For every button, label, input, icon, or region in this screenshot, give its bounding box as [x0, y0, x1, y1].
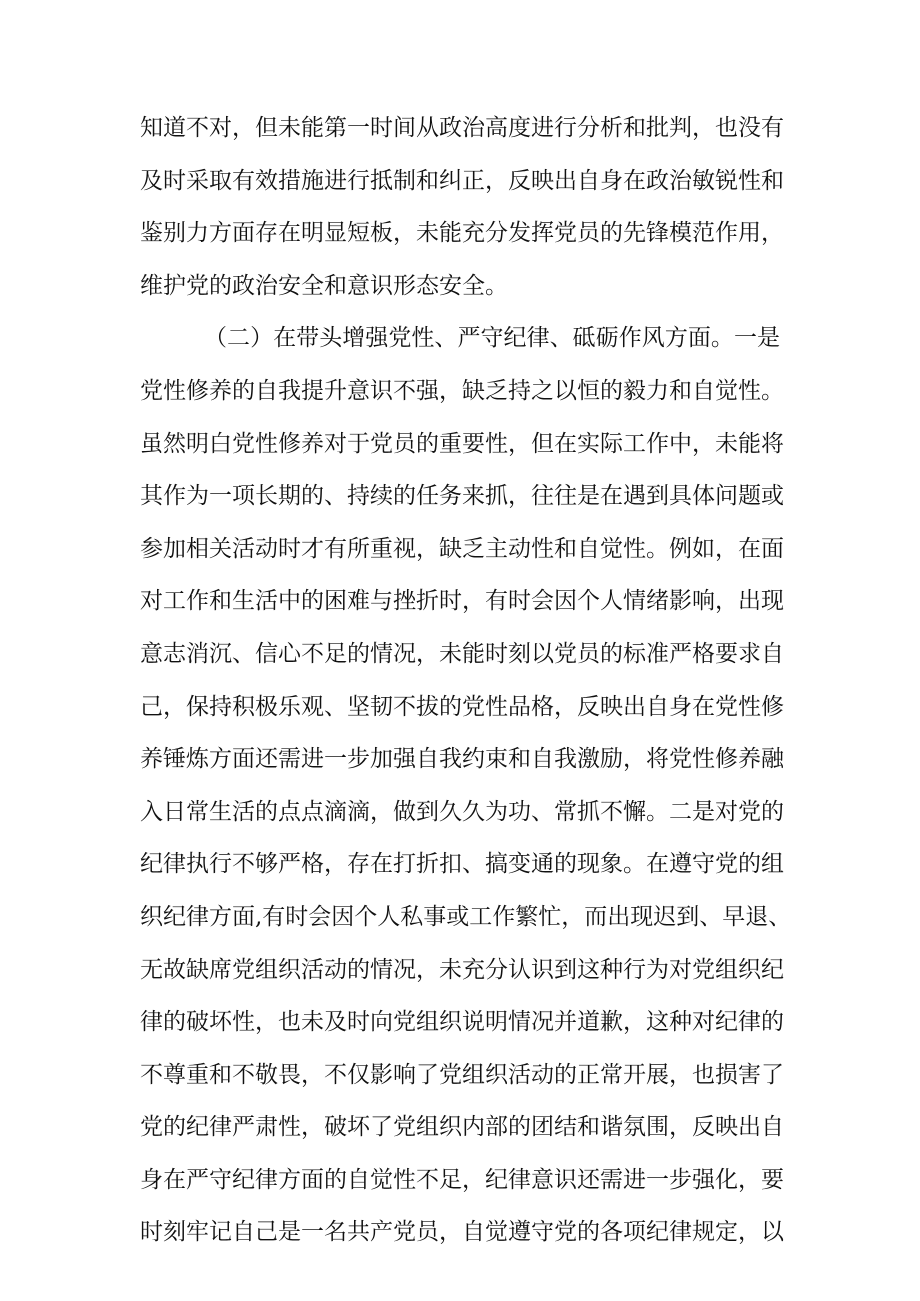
text-line: 意志消沉、信心不足的情况，未能时刻以党员的标准严格要求自 [140, 640, 784, 667]
text-line: 鉴别力方面存在明显短板，未能充分发挥党员的先锋模范作用， [140, 220, 784, 247]
text-line: 党性修养的自我提升意识不强，缺乏持之以恒的毅力和自觉性。 [140, 377, 784, 404]
text-line: 己，保持积极乐观、坚韧不拔的党性品格，反映出自身在党性修 [140, 693, 784, 720]
text-line: 党的纪律严肃性，破坏了党组织内部的团结和谐氛围，反映出自 [140, 1114, 784, 1141]
text-line: 参加相关活动时才有所重视，缺乏主动性和自觉性。例如，在面 [140, 535, 784, 562]
body-text [140, 102, 792, 1259]
text-line: 织纪律方面,有时会因个人私事或工作繁忙，而出现迟到、早退、 [140, 903, 792, 930]
text-line: 无故缺席党组织活动的情况，未充分认识到这种行为对党组织纪 [140, 956, 784, 983]
section-heading-line: （二）在带头增强党性、严守纪律、砥砺作风方面。一是 [204, 325, 780, 352]
text-line: 不尊重和不敬畏，不仅影响了党组织活动的正常开展，也损害了 [140, 1061, 784, 1088]
text-line: 时刻牢记自己是一名共产党员，自觉遵守党的各项纪律规定，以 [140, 1219, 784, 1246]
text-line: 对工作和生活中的困难与挫折时，有时会因个人情绪影响，出现 [140, 588, 784, 615]
text-line: 纪律执行不够严格，存在打折扣、搞变通的现象。在遵守党的组 [140, 851, 784, 878]
text-line: 及时采取有效措施进行抵制和纠正，反映出自身在政治敏锐性和 [140, 167, 784, 194]
text-line: 养锤炼方面还需进一步加强自我约束和自我激励，将党性修养融 [140, 746, 784, 773]
text-line: 身在严守纪律方面的自觉性不足，纪律意识还需进一步强化，要 [140, 1166, 784, 1193]
text-line: 入日常生活的点点滴滴，做到久久为功、常抓不懈。二是对党的 [140, 798, 784, 825]
text-line: 虽然明白党性修养对于党员的重要性，但在实际工作中，未能将 [140, 430, 784, 457]
text-line: 维护党的政治安全和意识形态安全。 [140, 272, 508, 299]
text-line: 知道不对，但未能第一时间从政治高度进行分析和批判，也没有 [140, 115, 784, 141]
text-line: 律的破坏性，也未及时向党组织说明情况并道歉，这种对纪律的 [140, 1009, 784, 1036]
text-line: 其作为一项长期的、持续的任务来抓，往往是在遇到具体问题或 [140, 483, 784, 510]
